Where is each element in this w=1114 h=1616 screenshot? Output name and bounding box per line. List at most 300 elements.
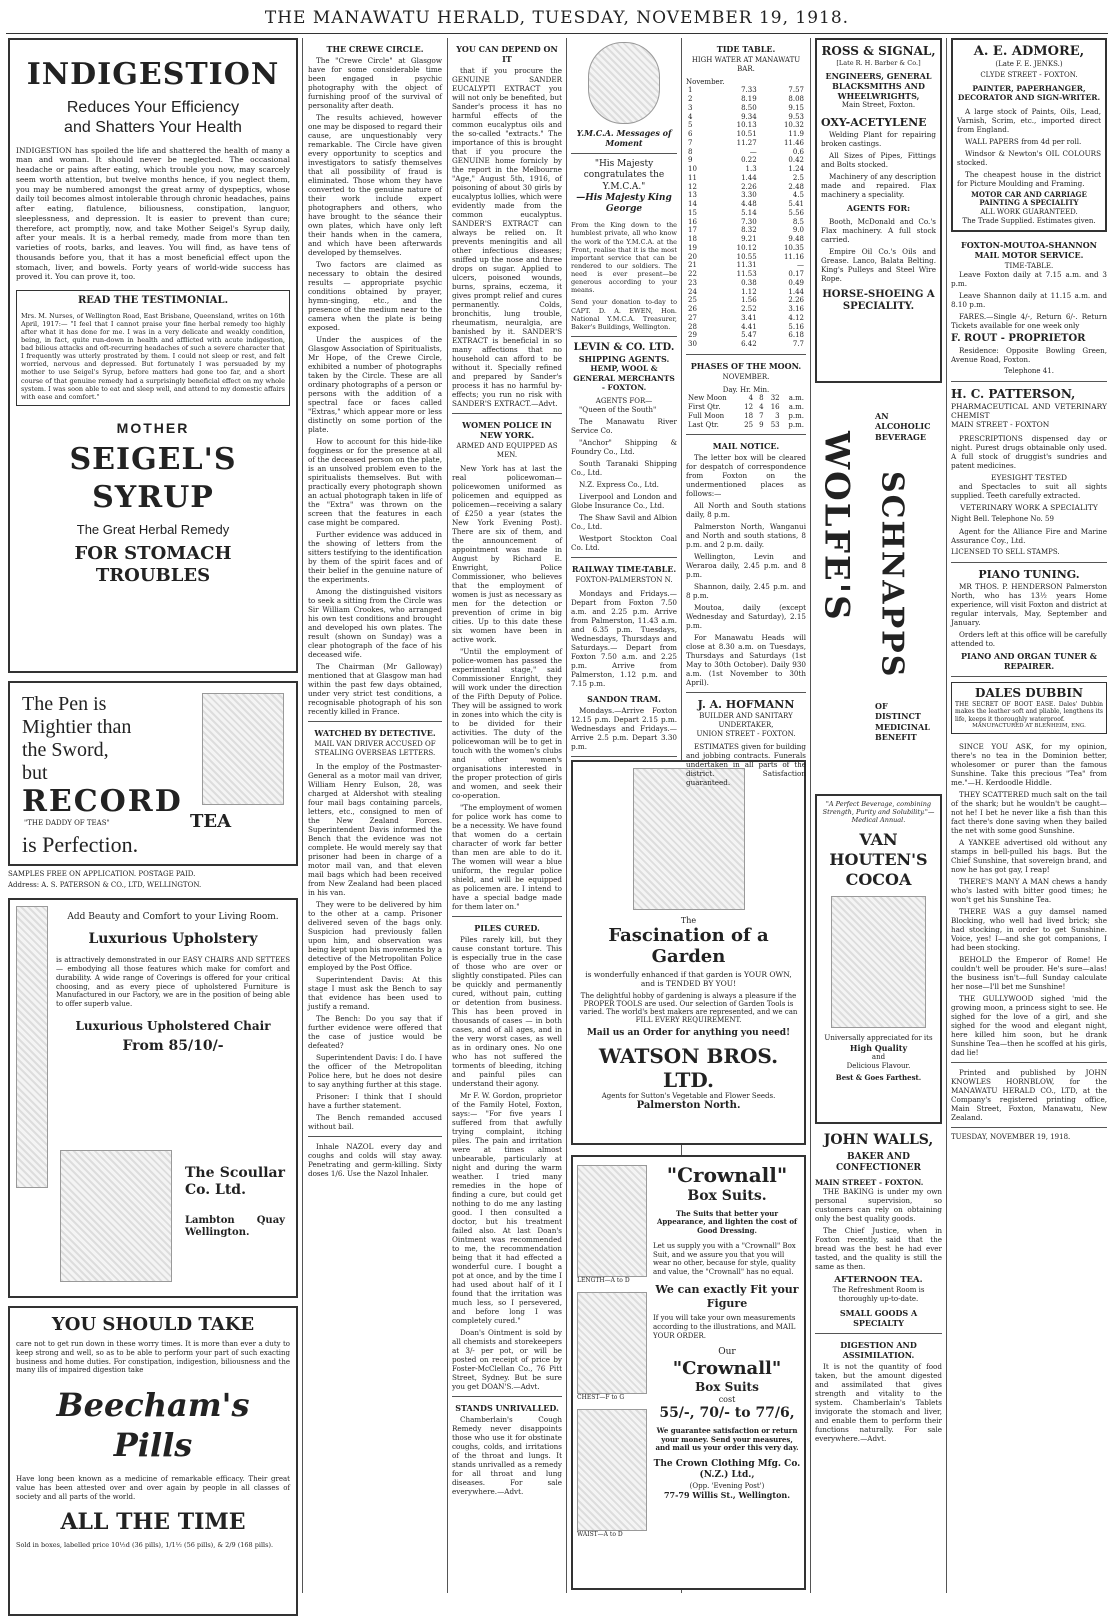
tide-row	[686, 156, 806, 165]
tea-slogan: "THE DADDY OF TEAS"	[24, 819, 110, 827]
imprint: Printed and published by JOHN KNOWLES HORNBLOW, for the MANAWATU HERALD CO., LTD, at the Company's registered printing office, Main Street, Foxton, Manawatu, New Zealand.	[951, 1068, 1107, 1122]
beecham-advert	[8, 1306, 298, 1616]
tide-cell: 21	[688, 261, 697, 270]
tide-cell: 10.32	[783, 121, 804, 130]
tide-cell: 22	[688, 270, 697, 278]
wolfe-schnapps-advert	[815, 391, 942, 786]
tide-row	[686, 323, 806, 332]
tide-cell: 27	[688, 313, 697, 322]
tide-cell: 8.19	[741, 95, 757, 103]
article-paragraph: "Until the employment of police-women has passed the experimental stage," said Commissioner Enright, they will work under the direction of the Fifth Deputy of Police. They will be assigned to work in zones into which the city is to be divided for their activities. The duty of the policewoman will be to get in touch with the women's clubs and other women's organisations interested in the proper protection of girls and women, and seek their co-operation.	[452, 646, 562, 800]
tide-row	[686, 130, 806, 139]
tide-cell: 10.13	[736, 121, 757, 130]
tide-row	[686, 218, 806, 227]
agent-item: The Shaw Savil and Albion Co., Ltd.	[571, 513, 677, 532]
brand-name: "Crownall"	[672, 1357, 782, 1379]
tide-cell: 7.7	[792, 340, 804, 348]
tide-cell: 11.31	[736, 261, 757, 270]
brand-name: RECORD	[22, 784, 183, 819]
firm-address: CLYDE STREET - FOXTON.	[980, 71, 1078, 79]
article-paragraph: The Bench remanded accused without bail.	[308, 1112, 442, 1131]
moon-cell: p.m.	[788, 411, 804, 420]
admore-advert	[951, 38, 1107, 232]
advert-line: The Pen is	[22, 693, 107, 715]
eyesight-heading: EYESIGHT TESTED	[990, 472, 1068, 482]
article-paragraph: In the employ of the Postmaster-General as a motor mail van driver, William Henry Eulson, 28, was charged at Aldershot with stealing four mail bags containing parcels, letters, etc., consigned to men of the New Zealand Forces. Superintendent Davis informed the Bench that the evidence was not complete. He would merely say that prisoner had been in charge of a motor mail van, and that eleven mail bags which had been received from New Zealand had been placed in his van.	[308, 761, 442, 897]
firm-body: ESTIMATES given for building and jobbing contracts. Funerals undertaken in all parts of the district. Satisfaction guaranteed.	[686, 742, 807, 788]
advert-body: Welding Plant for repairing broken castings.	[821, 129, 936, 148]
article-heading: PILES CURED.	[474, 922, 540, 933]
firm-line: HEMP, WOOL & GENERAL MERCHANTS - FOXTON.	[573, 364, 675, 393]
firm-name: The Crown Clothing Mfg. Co. (N.Z.) Ltd.,	[653, 1459, 801, 1481]
tide-row	[686, 261, 806, 270]
firm-address: Lambton Quay Wellington.	[185, 1214, 285, 1238]
tide-cell: 1.56	[741, 296, 757, 305]
article-heading: WATCHED BY DETECTIVE.	[314, 728, 436, 738]
firm-name: WATSON BROS. LTD.	[598, 1044, 779, 1092]
firm-name: H. C. PATTERSON,	[951, 386, 1076, 401]
firm-address: Main Street, Foxton.	[841, 101, 916, 110]
hand-pen-illustration	[202, 693, 284, 805]
tide-cell: 9	[688, 156, 693, 165]
sunshine-paragraph: SINCE YOU ASK, for my opinion, there's no tea in the Dominion better, wholesomer or purer than the famous Sunshine. Take this precious "Tea" from me."—H. Kerdoodle Hiddle.	[951, 742, 1107, 787]
moon-cell: 25	[744, 420, 754, 429]
ymca-send: Send your donation to-day to CAPT. D. A. EWEN, Hon. National Y.M.C.A. Treasurer, Baker's Buildings, Wellington.	[571, 298, 677, 331]
article-paragraph: Mr F. W. Gordon, proprietor of the Family Hotel, Foxton, says:— "For five years I suffered from that awfully trying complaint, itching piles. The pain and irritation were at times almost unbearable, particularly at night and during the warm weather. I tried many remedies in the hope of finding a cure, but could get nothing to do me any lasting good. I then consulted a doctor, but his treatment failed also. At last Doan's Ointment was recommended to me, the recommendation being that it had effected a wonderful cure. I bought a pot at once, and by the time I had used about half of it I found that the irritation was much less, so I persevered, and before long I was completely cured."	[452, 1090, 562, 1325]
article-paragraph: It is not the quantity of food taken, but the amount digested and assimilated that gives strength and vitality to the system. Chamberlain's Tablets invigorate the stomach and liver, and enable them to perform their functions naturally. For sale everywhere.—Advt.	[815, 1361, 942, 1443]
advert-line: is Perfection.	[22, 832, 139, 857]
moon-cell: Last Qtr.	[688, 420, 719, 429]
tagline-word: DISTINCT	[875, 711, 921, 722]
tide-cell: 14	[688, 200, 697, 208]
ymca-quote: "His Majesty congratulates the Y.M.C.A."	[583, 159, 665, 192]
tide-cell: 13	[688, 191, 697, 200]
sunshine-paragraphs	[951, 742, 1107, 1057]
lamp-illustration	[16, 906, 48, 1188]
advert-body: INDIGESTION has spoiled the life and shattered the health of many a man and woman. It should never be neglected. The occasional headache or pains after eating, which trouble you now, may scarcely seem worth attention, but twelve months hence, if you neglect them, you may be numbered amongst the great army of dyspeptics, whose daily toil becomes almost intolerable through chronic headaches, pains after eating, flatulence, biliousness, constipation, languor, sleeplessness, and depression. It is easier to prevent than cure; therefore, act promptly, now, and take Mother Seigel's Syrup daily, after your meals. It is a herbal remedy, made from more than ten varieties of roots, barks, and leaves. You will find, as have tens of thousands before you, that it has a most beneficial effect upon the stomach, liver, and bowels. Forty years of world-wide success has proved it. You can prove it, too.	[16, 145, 290, 282]
advert-body: care not to get run down in these worry times. It is more than ever a duty to keep strong and well, so as to be able to perform your part of such exacting business and home duties. For constipation, indigestion, biliousness and the many ills of impaired digestion take	[16, 1340, 290, 1375]
tide-cell: 10.12	[736, 243, 757, 252]
article-paragraph: Piles rarely kill, but they cause constant torture. This is especially true in the case of those who are over or slightly constipated. Piles can be quickly and permanently cured, without pain, cutting or detention from business. This has been proved in thousands of cases — in both cases, and of all ages, and in the very worst cases, as well as in ordinary ones. No one who has not suffered the torments of bleeding, itching and painful piles can understand their agony.	[452, 934, 562, 1088]
tide-row	[686, 139, 806, 148]
tide-cell: 2.5	[792, 173, 804, 182]
footer-date: TUESDAY, NOVEMBER 19, 1918.	[951, 1133, 1071, 1141]
moon-row	[686, 412, 806, 421]
tide-cell: 30	[688, 340, 697, 348]
tide-cell: 24	[688, 287, 697, 296]
tide-cell: 8.50	[741, 103, 757, 112]
moon-cell: a.m.	[788, 394, 804, 403]
firm-line: (Opp. 'Evening Post')	[689, 1481, 765, 1490]
tide-cell: 20	[688, 252, 697, 261]
agent-item: "Queen of the South"	[579, 405, 657, 415]
advert-body: is attractively demonstrated in our EASY CHAIRS AND SETTEES — embodying all those features which make for comfort and durability. A wide range of Coverings is offered for your critical choosing, and as every piece of upholstered Furniture is Manufactured in our Factory, we are in the position of being able to offer superb value.	[56, 956, 290, 1008]
timetable-heading: RAILWAY TIME-TABLE.	[571, 564, 677, 575]
tea-heading: AFTERNOON TEA.	[834, 1275, 923, 1286]
tide-row	[686, 296, 806, 305]
tide-row	[686, 200, 806, 209]
masthead-rule	[6, 33, 1108, 34]
watson-garden-advert	[571, 760, 806, 1145]
proprietor-line: F. ROUT - PROPRIETOR	[951, 333, 1086, 345]
advert-body: THE BAKING is under my own personal supervision, so customers can rely on obtaining only the best quality goods.	[815, 1187, 942, 1224]
telephone-line: Telephone 41.	[1004, 366, 1054, 375]
advert-body: If you will take your own measurements according to the illustrations, and MAIL YOUR ORDER.	[653, 1314, 796, 1340]
tide-cell: 16	[688, 217, 697, 226]
measure-label: WAIST—A to D	[577, 1531, 623, 1538]
advert-footer: ALL THE TIME	[60, 1509, 246, 1536]
tide-row	[686, 244, 806, 253]
tide-cell: 1.12	[741, 287, 757, 296]
advert-body: A large stock of Paints, Oils, Lead, Varnish, Scrim, etc., imported direct from England.	[957, 106, 1101, 134]
advert-body: Have long been known as a medicine of remarkable efficacy. Their great value has been attested over and over again by people in all classes of society and all parts of the world.	[16, 1475, 290, 1501]
firm-address: MAIN STREET - FOXTON	[951, 420, 1050, 430]
tide-cell: 0.38	[741, 278, 757, 287]
tide-cell: 0.49	[788, 278, 804, 287]
tide-cell: 5.41	[788, 200, 804, 208]
advert-body: The delightful hobby of gardening is always a pleasure if the PROPER TOOLS are used. Our selection of Garden Tools is varied. The world's best makers are represented, and we can FILL EVERY REQUIREMENT.	[579, 992, 798, 1024]
tide-row	[686, 191, 806, 200]
lily-illustration	[633, 768, 745, 910]
column-7	[951, 38, 1107, 1593]
tide-month: November.	[686, 77, 725, 86]
article-paragraph: Inhale NAZOL every day and coughs and colds will stay away. Penetrating and germ-killing. Sixty doses 1/6. Use the Nazol Inhaler.	[308, 1141, 442, 1178]
moon-cell: 9	[759, 420, 764, 429]
advert-subtitle: and Shatters Your Health	[64, 118, 242, 136]
tide-row	[686, 226, 806, 235]
firm-address: 77-79 Willis St., Wellington.	[663, 1490, 791, 1501]
advert-the: The	[680, 916, 697, 925]
telephone-line: Night Bell. Telephone No. 59	[951, 515, 1054, 524]
tide-cell: 11.9	[788, 130, 804, 138]
tide-cell: 28	[688, 322, 697, 331]
firm-trade: PAINTER, PAPERHANGER, DECORATOR AND SIGN-WRITER.	[957, 83, 1101, 103]
king-portrait	[588, 42, 660, 124]
moon-cell: 12	[744, 403, 754, 411]
tide-cell: 0.6	[792, 147, 804, 156]
moon-cell: 7	[759, 411, 764, 420]
tide-cell: 1.44	[788, 287, 804, 296]
article-paragraph: Prisoner: I think that I should have a further statement.	[308, 1091, 442, 1110]
moon-columns: Day. Hr. Min.	[722, 385, 770, 394]
advert-body: Windsor & Newton's OIL COLOURS stocked.	[957, 148, 1101, 167]
john-walls-advert	[815, 1132, 942, 1328]
tide-row	[686, 288, 806, 297]
price-label: From 85/10/-	[122, 1037, 224, 1054]
moon-month: NOVEMBER.	[722, 372, 770, 381]
firm-late: (Late F. E. JENKS.)	[995, 60, 1063, 69]
trousers-diagram	[577, 1409, 647, 1531]
firm-town: Palmerston North.	[636, 1100, 741, 1111]
column-rule	[946, 38, 947, 1593]
tide-row	[686, 104, 806, 113]
tide-cell: 1	[688, 86, 693, 95]
agent-item: South Taranaki Shipping Co., Ltd.	[571, 459, 677, 478]
tide-row	[686, 121, 806, 130]
column-rule	[302, 38, 303, 1593]
tide-cell: 7.33	[741, 86, 757, 95]
indigestion-advert	[8, 38, 298, 673]
tide-cell: 11.53	[736, 270, 757, 278]
tide-cell: 10	[688, 165, 697, 173]
article-paragraph: They were to be delivered by him to the other at a camp. Prisoner delivered seven of the bags only. Suspicion had previously fallen upon him, and observation was being kept upon his movements by a detective of the Metropolitan Police employed by the Post Office.	[308, 899, 442, 972]
brand-name: SEIGEL'S SYRUP	[69, 442, 237, 515]
railway-timetable	[571, 564, 677, 751]
tagline: The Great Herbal Remedy	[76, 522, 230, 538]
article-paragraph: Under the auspices of the Glasgow Association of Spiritualists, Mr Hope, of the Crewe Circle, exhibited a number of photographs taken by the Circle. These are all ordinary photographs of a person or persons with the addition of a spectral face or faces called "Extras," which appear more or less distinctly on some portion of the plate.	[308, 335, 442, 434]
moon-row	[686, 403, 806, 412]
mail-item: Shannon, daily, 2.45 p.m. and 8 p.m.	[686, 582, 806, 601]
column-2	[308, 38, 442, 1593]
article-paragraph: Two factors are claimed as necessary to obtain the desired results — appropriate psychic conditions obtained by prayer, hymn-singing, etc., and the presence of the medium near to the camera when the plate is being exposed.	[308, 260, 442, 332]
tide-row	[686, 340, 806, 349]
mail-body: The letter box will be cleared for despatch of correspondence from Foxton on the undermentioned places as follows:—	[686, 453, 806, 499]
price-note: Sold in boxes, labelled price 10½d (36 pills), 1/1½ (56 pills), & 2/9 (168 pills).	[16, 1540, 274, 1549]
tide-cell: 10.55	[736, 252, 757, 261]
tide-cell: 9.48	[788, 235, 804, 243]
timetable-subheading: FOXTON-PALMERSTON N.	[575, 576, 673, 585]
record-tea-advert	[8, 681, 298, 866]
advert-line: the Sword,	[22, 739, 109, 761]
tide-row	[686, 279, 806, 288]
article-heading: DIGESTION AND ASSIMILATION.	[840, 1339, 917, 1360]
tagline-word: BENEFIT	[875, 732, 917, 743]
article-paragraph: The results achieved, however one may be disposed to regard their cause, are unquestionably very remarkable. The Circle have given every opportunity to sceptics and investigators to satisfy themselves that all possibility of fraud is eliminated. Those whom they have converted to the genuine nature of their work include expert photographers and others, who have brought to the séance their own plates, which have only left their hands when in the camera, and which have been afterwards developed by themselves.	[308, 113, 442, 257]
brand-sub: Box Suits.	[687, 1188, 767, 1204]
tide-cell: 18	[688, 235, 697, 243]
tide-cell: 0.22	[741, 156, 757, 165]
tide-subheading: HIGH WATER AT MANAWATU BAR.	[691, 56, 801, 73]
advert-body: The Chief Justice, when in Foxton recently, said that the bread was the best he had ever tasted, and the quality is still the same as then.	[815, 1226, 942, 1272]
tide-row	[686, 331, 806, 340]
advert-body: WALL PAPERS from 4d per roll.	[965, 136, 1082, 146]
article-paragraph: that if you procure the GENUINE SANDER EUCALYPTI EXTRACT you will not only be benefited, but Sander's process it has no harmful effects of the common eucalyptus oils and the so-called "extracts." The importance of this is brought that if you procure the GENUINE home fornicly by the report in the Melbourne "Age," August 5th, 1916, of poisoning of about 30 girls by eucalyptus lollies, which were evidently made from the common eucalyptus. SANDER'S EXTRACT can always be relied on. It prevents meningitis and all other infectious diseases; sniffed up the nose and three drops on sugar. Applied to ulcers, poisoned wounds, burns, sprains, eczema, it gives prompt relief and cures permanently. Colds, bronchitis, lung trouble, rheumatism, neuralgia, are banished by it. SANDER'S EXTRACT is beneficial in so many affections that no household can afford to be without it. Specially refined and prepared by Sander's process it has no harmful by-effects; you run no risk with SANDER'S EXTRACT.—Advt.	[452, 66, 562, 408]
firm-name: LEVIN & CO. LTD.	[573, 341, 675, 353]
article-paragraph: Further evidence was adduced in the showing of letters from the sitters testifying to the identification by them of the spirit faces and of their belief in the genuine nature of the experiments.	[308, 530, 442, 584]
ymca-advert	[571, 42, 677, 331]
advert-title: INDIGESTION	[26, 57, 280, 92]
chair-heading: Luxurious Upholstered Chair	[75, 1018, 271, 1033]
tide-cell: 0.42	[788, 156, 804, 165]
estimates-line: The Trade Supplied. Estimates given.	[962, 216, 1096, 225]
advert-body: Empire Oil Co.'s Oils and Grease. Lanco, Balata Belting. King's Pulleys and Steel Wire Rope.	[821, 246, 936, 283]
levin-advert	[571, 342, 677, 552]
agent-item: N.Z. Express Co., Ltd.	[579, 480, 659, 490]
firm-address: UNION STREET - FOXTON.	[696, 729, 796, 738]
tide-cell: 7	[688, 138, 693, 147]
tide-cell: 7.57	[788, 86, 804, 95]
moon-cell: First Qtr.	[688, 403, 721, 411]
timetable-body: Mondays.—Arrive Foxton 12.15 p.m. Depart 2.15 p.m. Wednesdays and Fridays.—Arrive 2.5 p.m. Depart 3.30 p.m.	[571, 706, 677, 751]
advert-title: Fascination of a Garden	[608, 925, 769, 967]
moon-cell: a.m.	[788, 403, 804, 411]
moon-cell: 18	[744, 411, 754, 420]
masthead: THE MANAWATU HERALD, TUESDAY, NOVEMBER 19, 1918.	[264, 8, 850, 28]
guarantee-text: We guarantee satisfaction or return your money. Send your measures, and mail us your order this very day.	[655, 1425, 799, 1453]
advert-tagline: The Suits that better your Appearance, and lighten the cost of Good Dressing.	[656, 1208, 798, 1235]
tide-cell: 23	[688, 278, 697, 287]
tide-cell: 9.34	[741, 112, 757, 121]
stamps-line: LICENSED TO SELL STAMPS.	[951, 548, 1060, 557]
tide-cell: 9.21	[741, 235, 757, 243]
advert-heading: Add Beauty and Comfort to your Living Room.	[67, 911, 279, 922]
van-houten-advert	[815, 794, 942, 1124]
article-paragraph: Doan's Ointment is sold by all chemists and storekeepers at 3/- per pot, or will be posted on receipt of price by Foster-McClellan Co., 76 Pitt Street, Sydney. But be sure you get DOAN'S.—Advt.	[452, 1327, 562, 1391]
ymca-body: From the King down to the humblest private, all who know the work of the Y.M.C.A. at the Front, realise that it is the most important service that can be rendered to our soldiers. The need is ever present—be generous according to your means.	[571, 221, 677, 295]
tide-row	[686, 165, 806, 174]
advert-line: Best & Goes Farthest.	[835, 1072, 922, 1082]
column-rule	[566, 38, 567, 1593]
moon-cell: 4	[759, 403, 764, 411]
coat-diagram	[577, 1165, 647, 1277]
speciality-line: SMALL GOODS A SPECIALTY	[839, 1307, 918, 1328]
firm-trade: BUILDER AND SANITARY UNDERTAKER,	[699, 712, 793, 729]
moon-cell: 3	[775, 411, 780, 420]
sunshine-paragraph: THERE'S MANY A MAN chews a handy who's lasted with bitter good times; he won't get his Sunshine Tea.	[951, 877, 1107, 904]
tagline-word: OF	[875, 701, 888, 711]
tide-cell: 8.08	[788, 95, 804, 103]
brand-sub: Box Suits	[695, 1380, 759, 1395]
tagline-word: MEDICINAL	[875, 721, 930, 732]
chair-illustration	[60, 1150, 172, 1282]
sunshine-paragraph: THERE WAS a guy damsel named Blocking, who well had lived brick; she had stocking, in order to get Sunshine. Voice, yes! I—and she got companions, I had been stocking.	[951, 907, 1107, 952]
moon-cell: 4	[748, 394, 754, 403]
column-3	[452, 38, 562, 1593]
timetable-heading: SANDON TRAM.	[587, 694, 661, 704]
agents-list	[571, 405, 677, 552]
article-paragraph: Superintendent Davis: At this stage I must ask the Bench to say that evidence has been used to justify a remand.	[308, 974, 442, 1011]
agent-item: "Anchor" Shipping & Foundry Co., Ltd.	[571, 438, 677, 457]
address-note: Address: A. S. PATERSON & CO., LTD, WELLINGTON.	[8, 880, 202, 889]
advert-footer: MANUFACTURED AT BLENHEIM, ENG.	[972, 723, 1086, 730]
tide-cell: 11	[688, 173, 697, 182]
tide-cell: 4	[688, 112, 693, 121]
tide-cell: 2.52	[741, 305, 757, 313]
mother-child-illustration	[831, 896, 926, 1028]
testimonial-text: Mrs. M. Nurses, of Wellington Road, East Brisbane, Queensland, writes on 16th April, 1917:— "I feel that I cannot praise your fine herbal remedy too highly after what it has done for me. I was in a very delicate and weakly condition, being, in fact, quite run-down in health and afflicted with acute indigestion, bad bilious attacks and oft-recurring headaches of such a severe character that I frequently was utterly prostrated by them. I could not sleep or rest, and felt worried, nervous and depressed. But fortunately I was persuaded by my mother to use Seigel's Syrup, before matters had gone too far, and a short course of that genuine remedy had a surprisingly beneficial effect on my whole system. I was soon able to eat and sleep well, and attend to my domestic affairs with ease and comfort."	[21, 311, 285, 401]
tide-cell: 4.41	[741, 322, 757, 331]
speciality-line: HORSE-SHOEING A SPECIALITY.	[822, 288, 935, 313]
firm-name: J. A. HOFMANN	[697, 698, 795, 712]
advert-quote: "A Perfect Beverage, combining Strength, Purity and Solubility."—Medical Annual.	[822, 800, 935, 825]
tide-row	[686, 148, 806, 157]
agent-item: Westport Stockton Coal Co. Ltd.	[571, 534, 677, 553]
tea-label: TEA	[190, 811, 232, 832]
advert-body: PRESCRIPTIONS dispensed day or night. Purest drugs obtainable only used. A full stock of druggist's sundries and patent medicines.	[951, 433, 1107, 470]
tide-cell: 3.30	[741, 191, 757, 200]
sunshine-paragraph: THE GULLYWOOD sighed 'mid the growing moon, a princess sight to see. He sighed for the love of a girl, and she sighed for the wood and elegant night, here killed him soon, but he drank Sunshine Tea—then he scoffed at his girls, dad lie!	[951, 994, 1107, 1057]
article-heading: THE CREWE CIRCLE.	[326, 44, 424, 54]
article-paragraph: "The employment of women for police work has come to be a necessity. We have found that women do a certain character of work far better than men are able to do it. The women will wear a blue uniform, the regular police shield, and will be equipped as policemen are. I intend to have a special badge made for them later on."	[452, 802, 562, 911]
dales-dubbin-advert	[951, 682, 1107, 734]
moon-cell: p.m.	[788, 420, 804, 429]
agents-heading: AGENTS FOR:	[846, 202, 911, 213]
speciality-line: VETERINARY WORK A SPECIALITY	[960, 503, 1098, 512]
tide-cell: 11.46	[783, 138, 804, 147]
tide-cell: 19	[688, 243, 697, 252]
tide-row	[686, 183, 806, 192]
tide-cell: 29	[688, 331, 697, 340]
advert-subtitle: Reduces Your Efficiency	[66, 98, 240, 116]
tide-cell: 3.41	[741, 313, 757, 322]
advert-line: Delicious Flavour.	[846, 1061, 911, 1070]
moon-cell: 53	[770, 420, 780, 429]
column-5	[686, 38, 807, 788]
mail-list	[686, 501, 806, 687]
tide-cell: 5.56	[788, 208, 804, 217]
column-rule	[810, 38, 811, 1593]
tide-cell: 3.16	[788, 305, 804, 313]
advert-body: Let us supply you with a "Crownall" Box Suit, and we assure you that you will wear no other, because for style, quality and value, the "Crownall" has no equal.	[653, 1241, 796, 1276]
tide-row	[686, 314, 806, 323]
tide-cell: 2.26	[788, 296, 804, 305]
speciality-line: MOTOR CAR AND CARRIAGE PAINTING A SPECIALITY	[971, 189, 1087, 208]
sunshine-paragraph: BEHOLD the Emperor of Rome! He couldn't well be prouder. He's sure—alas! the business isn't—full Sunday calculate her nose—I'll bet me Sunshine!	[951, 955, 1107, 991]
tide-row	[686, 235, 806, 244]
tide-cell: 11.27	[736, 138, 757, 147]
advert-body: All Sizes of Pipes, Fittings and Bolts stocked.	[821, 150, 936, 169]
tide-row	[686, 253, 806, 262]
tide-cell: 4.12	[788, 313, 804, 322]
tide-row	[686, 209, 806, 218]
brand-name: DALES DUBBIN	[975, 685, 1083, 700]
firm-trade: BAKER AND CONFECTIONER	[836, 1151, 921, 1173]
article-paragraph: The "Crewe Circle" at Glasgow have for some considerable time been engaged in psychic photography with the object of furnishing proof of the survival of personality after death.	[308, 56, 442, 110]
advert-line: High Quality	[849, 1043, 908, 1054]
agents-heading: AGENTS FOR—	[595, 396, 653, 405]
tide-cell: 5.14	[741, 208, 757, 217]
price-label: 55/-, 70/- to 77/6,	[659, 1405, 795, 1422]
advert-line: but	[22, 762, 48, 784]
cost-label: cost	[718, 1395, 736, 1405]
brand-name: WOLFE'S	[816, 431, 857, 622]
brand-name: Beecham's Pills	[56, 1386, 250, 1464]
tide-cell: 9.0	[792, 226, 804, 235]
tide-cell: 25	[688, 296, 697, 305]
tide-cell: 3	[688, 103, 693, 112]
tide-cell: 11.16	[783, 252, 804, 261]
tide-cell: 6.42	[741, 340, 757, 348]
tide-cell: 0.17	[788, 270, 804, 278]
samples-note: SAMPLES FREE ON APPLICATION. POSTAGE PAID.	[8, 870, 196, 878]
ymca-signature: —His Majesty King George	[576, 192, 672, 214]
tagline-word: ALCOHOLIC	[875, 421, 931, 432]
tide-cell: 4.5	[792, 191, 804, 200]
mail-heading: MAIL NOTICE.	[712, 441, 780, 452]
tide-row	[686, 174, 806, 183]
ross-signal-advert	[815, 38, 942, 383]
mail-item: Moutoa, daily (except Wednesday and Saturday), 2.15 p.m.	[686, 603, 806, 631]
tide-heading: TIDE TABLE.	[716, 44, 776, 54]
timetable-body: Mondays and Fridays.— Depart from Foxton 7.50 a.m. and 2.25 p.m. Arrive from Palmerston, 11.43 a.m. and 6.35 p.m. Tuesdays, Wednesdays, Thursdays and Saturdays.— Depart from Foxton 7.50 a.m. and 2.25 p.m. Arrive from Palmerston, 1.12 p.m. and 7.15 p.m.	[571, 589, 677, 688]
mail-order-line: Mail us an Order for anything you need!	[586, 1028, 791, 1038]
sunshine-paragraph: A YANKEE advertised old without any stamps in bell-pulled his bags. But the Chief Sunshine, that sovereign brand, and now he has got gay, I reap!	[951, 838, 1107, 874]
firm-trade: PHARMACEUTICAL AND VETERINARY CHEMIST	[951, 401, 1107, 420]
tagline: FOR STOMACH TROUBLES	[74, 542, 232, 587]
article-paragraph: Chamberlain's Cough Remedy never disappoints those who use it for obstinate coughs, colds, and irritations of the throat and lungs. It stands unrivalled as a remedy for all throat and lung diseases. For sale everywhere.—Advt.	[452, 1414, 562, 1496]
moon-heading: PHASES OF THE MOON.	[690, 360, 802, 371]
article-heading: YOU CAN DEPEND ON IT	[456, 44, 558, 64]
advert-body: is wonderfully enhanced if that garden is YOUR OWN, and is TENDED BY YOU!	[585, 970, 792, 988]
article-paragraph: New York has at last the real policewoman—policewomen uniformed as policemen and equipped as policemen—receiving a salary of £250 a year (states the New York Evening Post). There are six of them, and the announcement of appointment was made in August by Richard E. Enwright, Police Commissioner, who believes that the employment of women is just as necessary as men for the detection or prevention of crime in big cities. Up to this date these six women have been in active work.	[452, 463, 562, 644]
firm-address: MAIN STREET - FOXTON.	[815, 1178, 924, 1187]
moon-row	[686, 421, 806, 430]
guarantee-line: ALL WORK GUARANTEED.	[980, 208, 1078, 216]
agent-item: Liverpool and London and Globe Insurance Co., Ltd.	[571, 492, 677, 511]
tide-cell: 6	[688, 130, 693, 138]
tide-cell: 4.48	[741, 200, 757, 208]
firm-agents: Agents for Sutton's Vegetable and Flower Seeds.	[601, 1092, 776, 1100]
